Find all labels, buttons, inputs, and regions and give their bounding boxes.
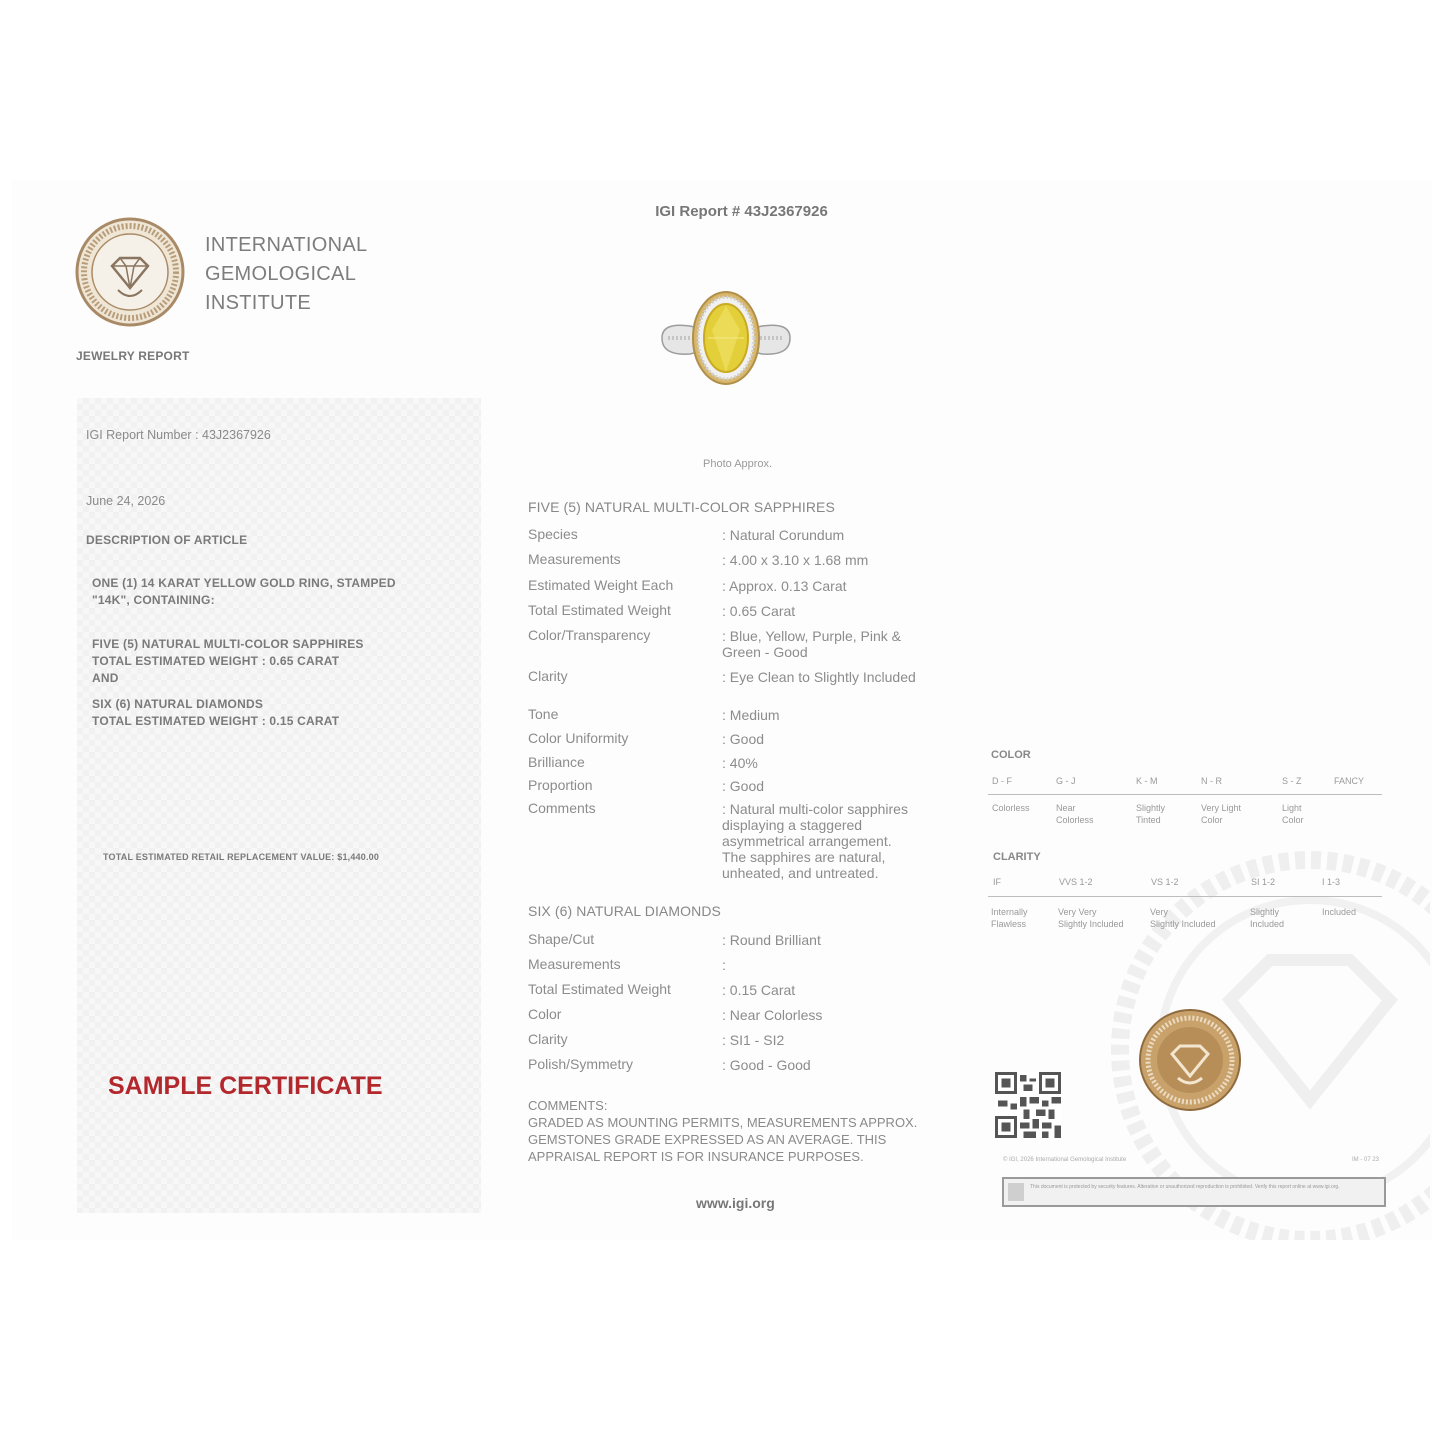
clarity-description [1322, 906, 1356, 918]
clarity-grade: IF [993, 877, 1001, 887]
sapphire-row-label: Brilliance [528, 754, 585, 770]
value-line: : 0.15 Carat [722, 982, 796, 998]
sapphire-line: AND [92, 671, 119, 685]
value-line: : Eye Clean to Slightly Included [722, 669, 916, 685]
report-title: IGI Report # 43J2367926 [655, 203, 828, 220]
desc-line: Slightly Included [1150, 919, 1216, 929]
sapphire-row-label: Tone [528, 706, 559, 722]
value-line: : Medium [722, 707, 780, 723]
color-description [1136, 802, 1165, 826]
yellow-sapphire-halo-ring-icon [660, 290, 792, 390]
desc-line: Included [1250, 919, 1285, 929]
value-line: : Natural multi-color sapphires [722, 801, 908, 817]
desc-line: Very Light [1201, 803, 1242, 813]
desc-line: Colorless [1056, 815, 1094, 825]
security-text: This document is protected by security features. Alteration or unauthorized reproduction is prohibited. Verify this report online at www.igi.org. [1030, 1184, 1340, 1190]
diamond-row-label: Color [528, 1006, 562, 1022]
clarity-description [1250, 906, 1284, 930]
sapphire-row-label: Measurements [528, 551, 621, 567]
color-grade: N - R [1201, 776, 1222, 786]
value-line: displaying a staggered [722, 817, 863, 833]
qr-code-icon[interactable] [995, 1072, 1061, 1138]
description-heading [86, 532, 247, 549]
desc-line: Included [1322, 907, 1357, 917]
igi-gold-seal-icon [1138, 1008, 1242, 1112]
website-link[interactable]: www.igi.org [696, 1195, 775, 1211]
diamond-row-value [722, 932, 821, 948]
article-description [92, 575, 396, 609]
report-type: JEWELRY REPORT [76, 349, 190, 363]
color-description [1201, 802, 1241, 826]
value-line: : Blue, Yellow, Purple, Pink & [722, 628, 901, 644]
value-line: : Approx. 0.13 Carat [722, 578, 847, 594]
sapphire-line: FIVE (5) NATURAL MULTI-COLOR SAPPHIRES [92, 637, 364, 651]
value-line: : 4.00 x 3.10 x 1.68 mm [722, 552, 869, 568]
sapphire-row-value [722, 527, 844, 543]
sapphire-row-label: Comments [528, 800, 596, 816]
value-line: : Good [722, 731, 765, 747]
color-description [992, 802, 1030, 814]
copyright-text: © IGI, 2026 International Gemological Institute [1003, 1157, 1127, 1163]
article-line: ONE (1) 14 KARAT YELLOW GOLD RING, STAMPED [92, 576, 396, 590]
value-line: : SI1 - SI2 [722, 1032, 785, 1048]
photo-caption: Photo Approx. [703, 458, 773, 470]
diamond-row-label: Polish/Symmetry [528, 1056, 634, 1072]
replacement-value-text: TOTAL ESTIMATED RETAIL REPLACEMENT VALUE: $1,440.00 [103, 852, 380, 862]
diamond-row-value [722, 982, 795, 998]
value-line: Green - Good [722, 644, 808, 660]
color-grade: K - M [1136, 776, 1158, 786]
comments-line: GRADED AS MOUNTING PERMITS, MEASUREMENTS APPROX. [528, 1115, 918, 1130]
diamond-row-value [722, 1007, 822, 1023]
color-grade: FANCY [1334, 776, 1365, 786]
desc-line: Slightly [1250, 907, 1280, 917]
color-description [1282, 802, 1304, 826]
desc-line: Flawless [991, 919, 1027, 929]
institute-name [205, 231, 367, 318]
diamond-row-value [722, 1057, 811, 1073]
sapphires-section-title: FIVE (5) NATURAL MULTI-COLOR SAPPHIRES [528, 499, 835, 515]
sapphire-row-value [722, 707, 780, 723]
clarity-grade: I 1-3 [1322, 877, 1341, 887]
security-strip [1002, 1177, 1386, 1207]
sapphire-row-value [722, 755, 758, 771]
clarity-grade: VS 1-2 [1151, 877, 1179, 887]
diamond-line: SIX (6) NATURAL DIAMONDS [92, 697, 264, 711]
color-grade: S - Z [1282, 776, 1302, 786]
sapphire-row-value [722, 801, 908, 881]
color-grade: G - J [1056, 776, 1076, 786]
institute-name-line: GEMOLOGICAL [205, 263, 357, 285]
sapphire-row-value [722, 552, 868, 568]
diamond-row-label: Measurements [528, 956, 621, 972]
sapphire-row-value [722, 731, 764, 747]
sapphire-row-label: Species [528, 526, 578, 542]
security-hologram-icon [1008, 1183, 1024, 1201]
value-line: : Round Brilliant [722, 932, 821, 948]
report-number: IGI Report Number : 43J2367926 [86, 428, 271, 442]
desc-line: Slightly [1136, 803, 1166, 813]
clarity-description [1058, 906, 1124, 930]
clarity-grade: SI 1-2 [1251, 877, 1276, 887]
value-line: : Near Colorless [722, 1007, 823, 1023]
sapphire-row-label: Clarity [528, 668, 568, 684]
report-date: June 24, 2026 [86, 494, 166, 508]
color-description [1056, 802, 1094, 826]
desc-line: Color [1282, 815, 1304, 825]
desc-line: Near [1056, 803, 1076, 813]
sapphire-row-value [722, 578, 847, 594]
clarity-scale-title: CLARITY [993, 851, 1041, 863]
document-id: IM - 07 23 [1352, 1157, 1380, 1163]
value-line: : Good [722, 778, 765, 794]
desc-line: Slightly Included [1058, 919, 1124, 929]
sapphire-row-label: Total Estimated Weight [528, 602, 671, 618]
sapphire-summary [92, 636, 364, 687]
clarity-grade: VVS 1-2 [1059, 877, 1093, 887]
value-line: : Natural Corundum [722, 527, 845, 543]
institute-name-line: INTERNATIONAL [205, 234, 368, 256]
scale-divider [988, 896, 1382, 897]
sapphire-row-label: Estimated Weight Each [528, 577, 674, 593]
sapphire-line: TOTAL ESTIMATED WEIGHT : 0.65 CARAT [92, 654, 340, 668]
value-line: unheated, and untreated. [722, 865, 879, 881]
diamond-row-label: Shape/Cut [528, 931, 595, 947]
diamond-row-value [722, 1032, 784, 1048]
sapphire-row-label: Proportion [528, 777, 593, 793]
desc-line: Colorless [992, 803, 1030, 813]
replacement-value [103, 849, 379, 866]
value-line: : 40% [722, 755, 758, 771]
scale-divider [988, 794, 1382, 795]
desc-line: Very Very [1058, 907, 1097, 917]
sapphire-row-value [722, 778, 764, 794]
diamond-row-label: Total Estimated Weight [528, 981, 671, 997]
sapphire-row-label: Color/Transparency [528, 627, 651, 643]
comments-line: GEMSTONES GRADE EXPRESSED AS AN AVERAGE. THIS [528, 1132, 887, 1147]
diamond-row-value [722, 957, 726, 973]
description-heading-text: DESCRIPTION OF ARTICLE [86, 533, 248, 547]
report-comments [528, 1097, 917, 1165]
value-line: : 0.65 Carat [722, 603, 796, 619]
value-line: The sapphires are natural, [722, 849, 886, 865]
desc-line: Light [1282, 803, 1302, 813]
sample-certificate-label: SAMPLE CERTIFICATE [108, 1072, 383, 1100]
desc-line: Internally [991, 907, 1028, 917]
sapphire-row-value [722, 669, 916, 685]
desc-line: Tinted [1136, 815, 1161, 825]
color-scale-title: COLOR [991, 749, 1031, 761]
institute-name-line: INSTITUTE [205, 292, 312, 314]
value-line: : Good - Good [722, 1057, 811, 1073]
diamond-row-label: Clarity [528, 1031, 568, 1047]
value-line: : [722, 957, 726, 973]
color-grade: D - F [992, 776, 1012, 786]
comments-line: COMMENTS: [528, 1098, 608, 1113]
clarity-description [1150, 906, 1216, 930]
sapphire-row-label: Color Uniformity [528, 730, 629, 746]
sapphire-row-value [722, 603, 795, 619]
clarity-description [991, 906, 1028, 930]
desc-line: Color [1201, 815, 1223, 825]
diamond-summary [92, 696, 339, 730]
diamonds-section-title: SIX (6) NATURAL DIAMONDS [528, 903, 721, 919]
value-line: asymmetrical arrangement. [722, 833, 892, 849]
diamond-line: TOTAL ESTIMATED WEIGHT : 0.15 CARAT [92, 714, 340, 728]
article-line: "14K", CONTAINING: [92, 593, 215, 607]
sapphire-row-value [722, 628, 901, 660]
comments-line: APPRAISAL REPORT IS FOR INSURANCE PURPOSES. [528, 1149, 864, 1164]
igi-seal-icon [74, 216, 186, 328]
desc-line: Very [1150, 907, 1169, 917]
